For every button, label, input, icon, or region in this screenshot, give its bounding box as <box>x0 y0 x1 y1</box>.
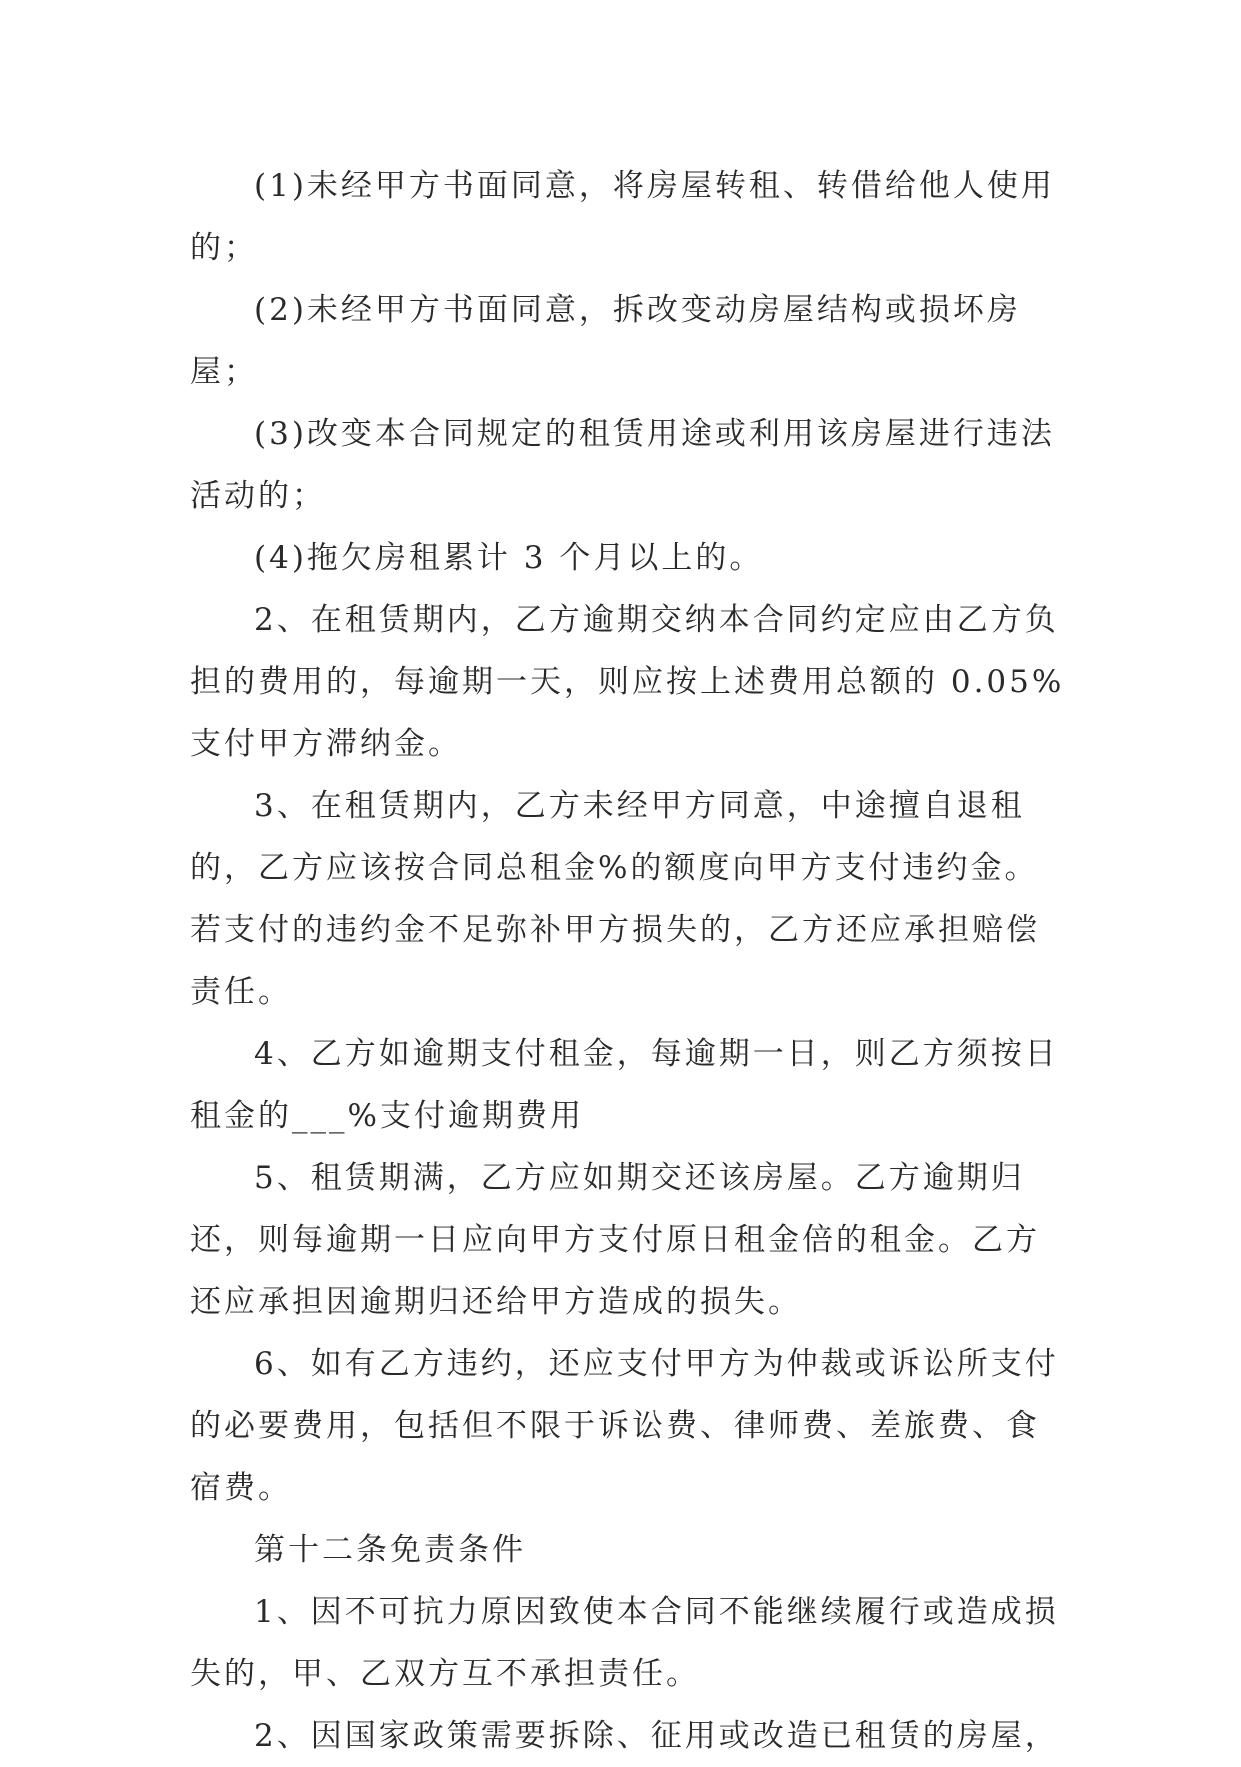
paragraph-clause-1-4: (4)拖欠房租累计 3 个月以上的。 <box>254 540 764 576</box>
paragraph-clause-1-2: (2)未经甲方书面同意，拆改变动房屋结构或损坏房屋； <box>190 292 1021 390</box>
document-body <box>190 155 1066 1767</box>
paragraph-clause-1-3: (3)改变本合同规定的租赁用途或利用该房屋进行违法活动的； <box>190 416 1055 514</box>
paragraph-clause-2: 2、在租赁期内，乙方逾期交纳本合同约定应由乙方负担的费用的，每逾期一天，则应按上述费用总额的 0.05%支付甲方滞纳金。 <box>190 602 1065 762</box>
paragraph-clause-4: 4、乙方如逾期支付租金，每逾期一日，则乙方须按日租金的___%支付逾期费用 <box>190 1036 1059 1134</box>
paragraph-clause-3: 3、在租赁期内，乙方未经甲方同意，中途擅自退租的，乙方应该按合同总租金%的额度向甲方支付违约金。若支付的违约金不足弥补甲方损失的，乙方还应承担赔偿责任。 <box>190 788 1040 1010</box>
paragraph-clause-1-1: (1)未经甲方书面同意，将房屋转租、转借给他人使用的； <box>190 168 1055 266</box>
paragraph-clause-5: 5、租赁期满，乙方应如期交还该房屋。乙方逾期归还，则每逾期一日应向甲方支付原日租金倍的租金。乙方还应承担因逾期归还给甲方造成的损失。 <box>190 1160 1040 1320</box>
paragraph-clause-6: 6、如有乙方违约，还应支付甲方为仲裁或诉讼所支付的必要费用，包括但不限于诉讼费、律师费、差旅费、食宿费。 <box>190 1346 1059 1506</box>
paragraph-exemption-2: 2、因国家政策需要拆除、征用或改造已租赁的房屋， <box>254 1718 1059 1754</box>
section-heading-article-12: 第十二条免责条件 <box>254 1532 526 1568</box>
paragraph-exemption-1: 1、因不可抗力原因致使本合同不能继续履行或造成损失的，甲、乙双方互不承担责任。 <box>190 1594 1059 1692</box>
